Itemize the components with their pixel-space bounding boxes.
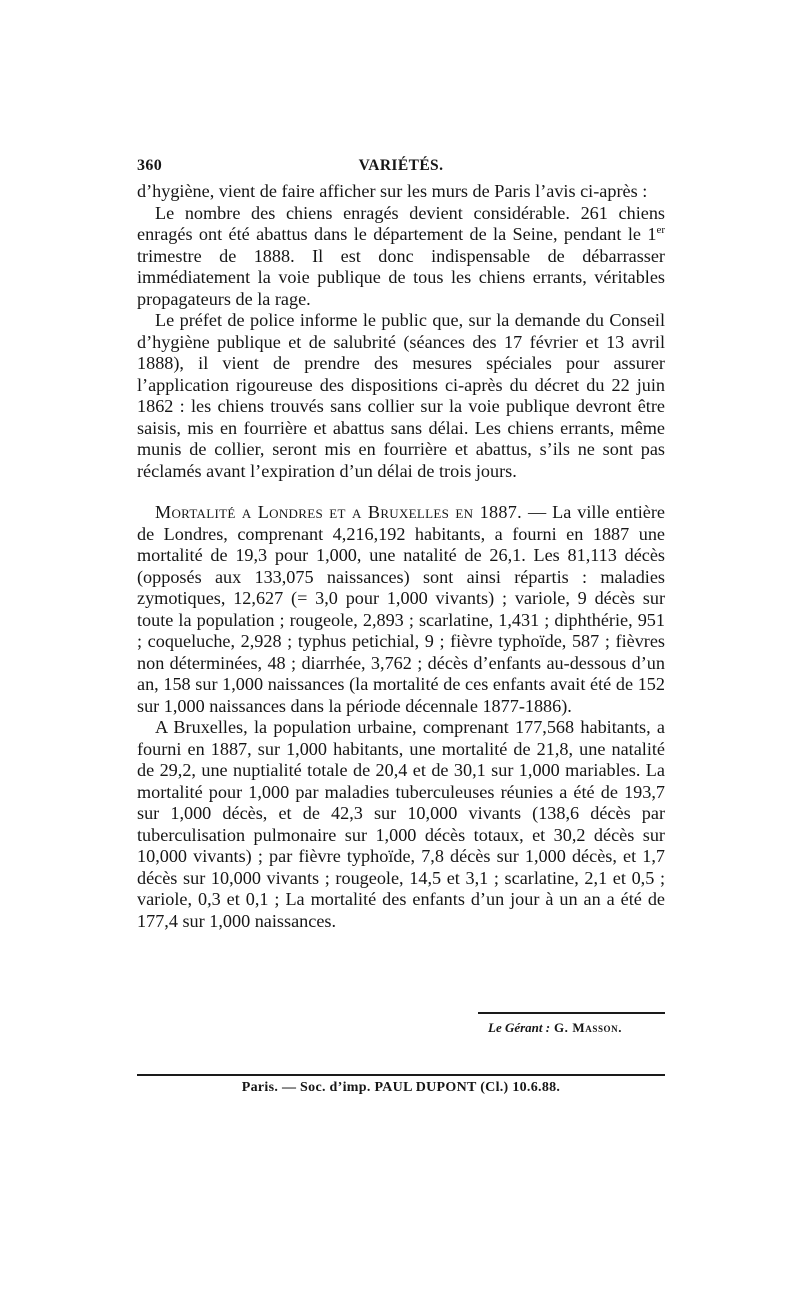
gerant-block: [478, 1012, 665, 1036]
paragraph-avis: [137, 203, 665, 311]
paragraph-prefet: Le préfet de police informe le public que, sur la demande du Conseil d’hygiène publique et de salubrité (séances des 17 février et 13 avril 1888), il vient de prendre des mesures spéciales pour assurer l’application rigoureuse des dispositions ci-après du décret du 22 juin 1862 : les chiens trouvés sans collier sur la voie publique devront être saisis, mis en fourrière et abattus sans délai. Les chiens errants, même munis de collier, seront mis en fourrière et abattus, s’ils ne sont pas réclamés avant l’expiration d’un délai de trois jours.: [137, 310, 665, 481]
paragraph-londres: [137, 502, 665, 717]
gerant-line: [478, 1020, 665, 1036]
footer-rule: [137, 1074, 665, 1076]
paragraph-continuation: d’hygiène, vient de faire afficher sur les murs de Paris l’avis ci-après :: [137, 181, 648, 201]
section-heading: Mortalité a Londres et a Bruxelles en 1887.: [155, 502, 523, 522]
running-title: VARIÉTÉS.: [358, 157, 444, 174]
page-body: [137, 155, 665, 932]
gerant-label: Le Gérant :: [488, 1020, 551, 1035]
paragraph-bruxelles: A Bruxelles, la population urbaine, comprenant 177,568 habitants, a fourni en 1887, sur 1,000 habitants, une mortalité de 21,8, une natalité de 29,2, une nuptialité totale de 20,4 et de 30,1 sur 1,000 mariables. La mortalité pour 1,000 par maladies tuberculeuses réunies a été de 193,7 sur 1,000 décès, et de 42,3 sur 10,000 vivants (138,6 décès par tuberculisation pulmonaire sur 1,000 décès totaux, et 30,2 décès sur 10,000 vivants) ; par fièvre typhoïde, 7,8 décès sur 1,000 décès, et 1,7 décès sur 10,000 vivants ; rougeole, 14,5 et 3,1 ; scarlatine, 2,1 et 0,5 ; variole, 0,3 et 0,1 ; La mortalité des enfants d’un jour à un an a été de 177,4 sur 1,000 naissances.: [137, 717, 665, 931]
avis-text-a: Le nombre des chiens enragés devient considérable. 261 chiens enragés ont été abattus dans le département de la Seine, pendant le 1: [137, 202, 665, 244]
running-head: [137, 155, 665, 181]
avis-text-b: trimestre de 1888. Il est donc indispensable de débarrasser immédiatement la voie publique de tous les chiens errants, véritables propagateurs de la rage.: [137, 245, 665, 309]
printer-imprint: Paris. — Soc. d’imp. PAUL DUPONT (Cl.) 10.6.88.: [241, 1080, 561, 1095]
londres-text: — La ville entière de Londres, comprenant 4,216,192 habitants, a fourni en 1887 une mortalité de 19,3 pour 1,000, une natalité de 26,1. Les 81,113 décès (opposés aux 133,075 naissances) sont ainsi répartis : maladies zymotiques, 12,627 (= 3,0 pour 1,000 vivants) ; variole, 9 décès sur toute la population ; rougeole, 2,893 ; scarlatine, 1,431 ; diphthérie, 951 ; coqueluche, 2,928 ; typhus petichial, 9 ; fièvre typhoïde, 587 ; fièvres non déterminées, 48 ; diarrhée, 3,762 ; décès d’enfants au-dessous d’un an, 158 sur 1,000 naissances (la mortalité de ces enfants avait été de 152 sur 1,000 naissances dans la période décennale 1877-1886).: [137, 502, 665, 716]
gerant-name: G. Masson.: [550, 1020, 623, 1035]
page-number: 360: [137, 157, 163, 174]
ordinal-superscript: er: [656, 223, 665, 236]
short-rule: [478, 1012, 665, 1014]
